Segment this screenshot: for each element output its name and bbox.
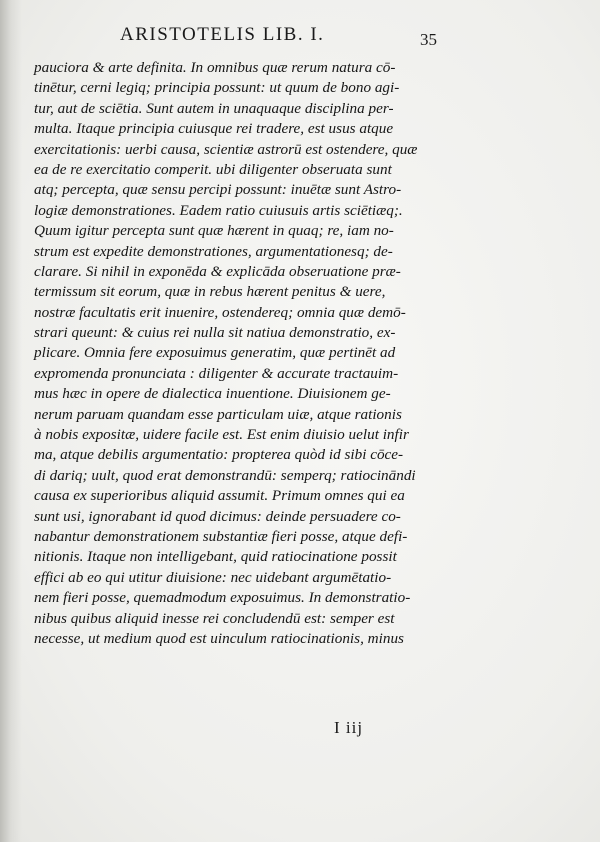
text-line: plicare. Omnia fere exposuimus generatim, quæ pertinēt ad bbox=[34, 344, 396, 362]
text-line: sunt usi, ignorabant id quod dicimus: deinde persuadere co- bbox=[34, 507, 401, 525]
text-line: nitionis. Itaque non intelligebant, quid ratiocinatione possit bbox=[34, 548, 397, 566]
text-line: termissum sit eorum, quæ in rebus hærent penitus & uere, bbox=[34, 283, 386, 301]
text-line: tur, aut de sciētia. Sunt autem in unaquaque disciplina per- bbox=[34, 99, 394, 117]
signature-mark: I iij bbox=[334, 718, 364, 737]
text-line: di dariq; uult, quod erat demonstrandū: semperq; ratiocināndi bbox=[34, 466, 416, 484]
text-line: nibus quibus aliquid inesse rei concludendū est: semper est bbox=[34, 609, 395, 627]
text-line: Quum igitur percepta sunt quæ hærent in quaq; re, iam no- bbox=[34, 222, 394, 240]
text-line: nostræ facultatis erit inuenire, ostendereq; omnia quæ demō- bbox=[34, 303, 406, 321]
text-line: strum est expedite demonstrationes, argumentationesq; de- bbox=[34, 242, 393, 260]
text-line: nerum paruam quandam esse particulam uiæ, atque rationis bbox=[34, 405, 402, 423]
text-line: atq; percepta, quæ sensu percipi possunt: inuētæ sunt Astro- bbox=[34, 181, 402, 199]
text-line: multa. Itaque principia cuiusque rei tradere, est usus atque bbox=[34, 120, 394, 138]
text-line: nabantur demonstrationem substantiæ fieri posse, atque defi- bbox=[34, 527, 408, 545]
text-line: strari queunt: & cuius rei nulla sit natiua demonstratio, ex- bbox=[34, 324, 396, 342]
text-line: ea de re exercitatio comperit. ubi diligenter obseruata sunt bbox=[34, 160, 392, 178]
gutter-shadow bbox=[0, 0, 22, 842]
text-line: logiæ demonstrationes. Eadem ratio cuiusuis artis sciētiæq;. bbox=[34, 201, 403, 219]
text-line: expromenda pronunciata : diligenter & accurate tractauim- bbox=[34, 364, 399, 382]
text-line: causa ex superioribus aliquid assumit. Primum omnes qui ea bbox=[34, 487, 405, 505]
text-line: pauciora & arte definita. In omnibus quæ rerum natura cō- bbox=[34, 59, 396, 76]
running-title: ARISTOTELIS LIB. I. bbox=[120, 24, 325, 45]
text-line: clarare. Si nihil in exponēda & explicāda obseruatione præ- bbox=[34, 262, 401, 280]
text-line: nem fieri posse, quemadmodum exposuimus. In demonstratio- bbox=[34, 589, 411, 607]
body-text bbox=[34, 58, 434, 649]
text-line: exercitationis: uerbi causa, scientiæ astrorū est ostendere, quæ bbox=[34, 140, 418, 158]
text-line: tinētur, cerni legiq; principia possunt: ut quum de bono agi- bbox=[34, 79, 400, 97]
text-line: mus hæc in opere de dialectica inuentione. Diuisionem ge- bbox=[34, 385, 391, 403]
text-line: ma, atque debilis argumentatio: propterea quòd id sibi cōce- bbox=[34, 446, 404, 464]
text-line: à nobis expositæ, uidere facile est. Est enim diuisio uelut infir bbox=[34, 426, 409, 444]
text-line: effici ab eo qui utitur diuisione: nec uidebant argumētatio- bbox=[34, 568, 392, 586]
text-line: necesse, ut medium quod est uinculum ratiocinationis, minus bbox=[34, 629, 404, 647]
page-number: 35 bbox=[420, 30, 437, 49]
